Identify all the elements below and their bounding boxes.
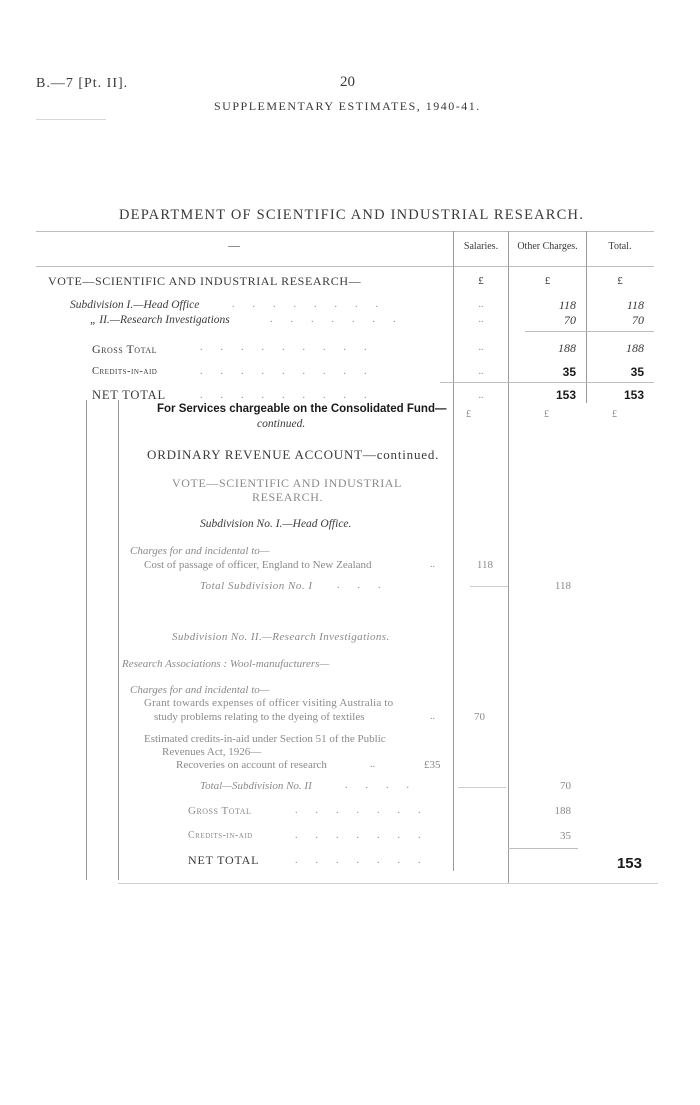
col-divider-3 <box>586 231 587 403</box>
leader-dots: .. <box>430 711 435 722</box>
subtotal-rule <box>470 586 508 587</box>
leader-dots: ......... <box>200 366 385 377</box>
detail-credits-value: 35 <box>560 830 571 842</box>
credits-estimate-amount: £35 <box>424 759 441 771</box>
credits-other: 35 <box>562 365 576 379</box>
detail-inner-border <box>118 400 119 880</box>
consolidated-fund-heading: For Services chargeable on the Consolidated Fund— <box>157 403 447 415</box>
document-reference: B.—7 [Pt. II]. <box>36 76 129 91</box>
subdivision-2-total-label: Total—Subdivision No. II <box>200 780 312 792</box>
subdivision-2-item-salaries: 70 <box>474 711 485 723</box>
leader-dots: ......... <box>200 342 385 353</box>
subdivision-1-item-salaries: 118 <box>476 559 493 571</box>
leader-dots: ......... <box>200 390 385 401</box>
page-subtitle: SUPPLEMENTARY ESTIMATES, 1940-41. <box>214 99 481 113</box>
detail-credits-label: Credits-in-aid <box>188 830 253 841</box>
detail-net-total-label: NET TOTAL <box>188 853 260 867</box>
subdivision-2-charges-label: Charges for and incidental to— <box>130 684 270 696</box>
net-rule <box>508 848 578 849</box>
subdivision-2-item-line-1: Grant towards expenses of officer visiting Australia to <box>144 697 394 709</box>
row-1-salaries: .. <box>478 299 484 310</box>
row-subdivision-1-label: Subdivision I.—Head Office <box>70 299 200 311</box>
leader-dots: ....... <box>295 805 439 816</box>
page-number: 20 <box>340 74 355 90</box>
subdivision-1-charges-label: Charges for and incidental to— <box>130 545 270 557</box>
research-associations-label: Research Associations : Wool-manufacturers— <box>122 658 330 670</box>
credits-estimate-line-2: Revenues Act, 1926— <box>162 746 262 758</box>
col-header-blank: — <box>228 238 240 252</box>
credits-total: 35 <box>630 365 644 379</box>
leader-dots: .. <box>430 559 435 570</box>
consolidated-fund-continued: continued. <box>257 418 306 430</box>
leader-dots: ....... <box>270 314 414 325</box>
gross-salaries: .. <box>478 342 484 353</box>
row-1-other: 118 <box>558 298 576 312</box>
subdivision-2-heading: Subdivision No. II.—Research Investigations. <box>172 631 390 643</box>
leader-dots: ....... <box>295 855 439 866</box>
leader-dots: ... <box>337 580 399 591</box>
subdivision-1-total-label: Total Subdivision No. I <box>200 580 313 592</box>
subdivision-1-heading: Subdivision No. I.—Head Office. <box>200 518 352 530</box>
leader-dots: .. <box>370 759 375 770</box>
currency-total: £ <box>617 275 623 287</box>
detail-currency-total: £ <box>612 409 617 420</box>
credits-estimate-line-3: Recoveries on account of research <box>176 759 327 771</box>
subtotal-rule <box>458 787 506 788</box>
row-2-salaries: .. <box>478 314 484 325</box>
gross-total: 188 <box>626 341 644 355</box>
detail-net-total: 153 <box>616 855 642 872</box>
leader-dots: ........ <box>232 299 396 310</box>
subtotal-rule <box>525 331 654 332</box>
detail-gross-total: 188 <box>554 805 571 817</box>
row-1-total: 118 <box>626 298 644 312</box>
table-top-rule <box>36 231 654 232</box>
detail-currency-other: £ <box>544 409 549 420</box>
detail-left-border <box>86 400 87 880</box>
vote-label: VOTE—SCIENTIFIC AND INDUSTRIAL RESEARCH— <box>48 274 362 288</box>
header-rule <box>36 119 106 120</box>
col-header-salaries: Salaries. <box>463 241 499 252</box>
currency-salaries: £ <box>478 275 484 287</box>
gross-total-label: Gross Total <box>92 342 157 356</box>
gross-other: 188 <box>558 341 576 355</box>
net-rule <box>440 382 654 383</box>
subdivision-2-item-line-2: study problems relating to the dyeing of textiles <box>154 711 365 723</box>
credits-in-aid-label: Credits-in-aid <box>92 366 158 377</box>
detail-vote-line-2: RESEARCH. <box>252 490 324 504</box>
currency-other: £ <box>544 275 551 287</box>
row-subdivision-2-label: „ II.—Research Investigations <box>90 314 230 326</box>
row-2-other: 70 <box>564 313 576 327</box>
net-total: 153 <box>623 388 644 402</box>
table-header-rule <box>36 266 654 267</box>
account-heading: ORDINARY REVENUE ACCOUNT—continued. <box>147 447 440 462</box>
subdivision-1-item: Cost of passage of officer, England to New Zealand <box>144 559 372 571</box>
col-header-other-charges: Other Charges. <box>517 241 578 252</box>
subdivision-1-total: 118 <box>554 580 571 592</box>
detail-bottom-rule <box>118 883 658 884</box>
col-header-total: Total. <box>608 241 632 252</box>
detail-currency-salaries: £ <box>466 409 471 420</box>
leader-dots: ....... <box>295 830 439 841</box>
net-salaries: .. <box>478 390 484 401</box>
credits-salaries: .. <box>478 366 484 377</box>
col-divider-1 <box>453 231 454 871</box>
subdivision-2-total: 70 <box>560 780 571 792</box>
leader-dots: .... <box>345 780 427 791</box>
net-other: 153 <box>555 388 576 402</box>
detail-vote-line-1: VOTE—SCIENTIFIC AND INDUSTRIAL <box>172 476 402 490</box>
row-2-total: 70 <box>632 313 644 327</box>
credits-estimate-line-1: Estimated credits-in-aid under Section 51 of the Public <box>144 733 386 745</box>
detail-gross-total-label: Gross Total <box>188 805 252 817</box>
net-total-label: NET TOTAL <box>92 388 166 402</box>
department-title: DEPARTMENT OF SCIENTIFIC AND INDUSTRIAL RESEARCH. <box>119 207 585 223</box>
